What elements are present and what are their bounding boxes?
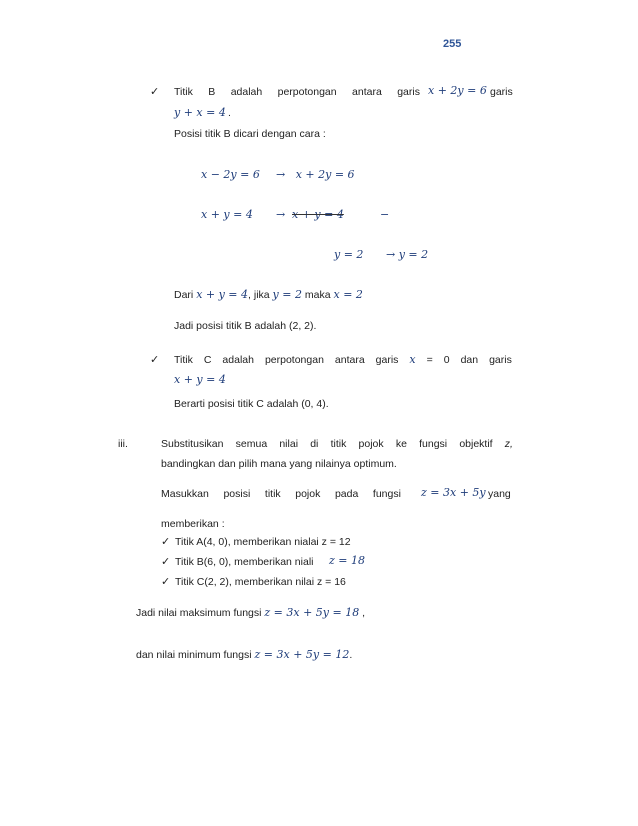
iii-word: ke [395, 438, 407, 450]
iii-item-b: Titik B(6, 0), memberikan niali [175, 556, 314, 568]
c-word: 0 [443, 354, 450, 366]
iii-word: titik [330, 438, 347, 450]
b-row2-arrow: → [276, 208, 286, 221]
b-word: perpotongan [277, 86, 337, 98]
min-eq: z = 3x + 5y = 12 [254, 648, 350, 661]
iii-objective-function: z = 3x + 5y [421, 486, 486, 499]
min-line [136, 648, 352, 662]
iii-item-b-eq: z = 18 [329, 554, 366, 567]
b-minus-sign: − [380, 208, 390, 221]
iii-item-a: Titik A(4, 0), memberikan nialai z = 12 [175, 536, 351, 548]
iii-line2: bandingkan dan pilih mana yang nilainya optimum. [161, 458, 397, 470]
iii-word: titik [264, 488, 281, 500]
iii-word: di [310, 438, 319, 450]
check-icon: ✓ [150, 353, 160, 366]
b-dari: Dari [174, 289, 194, 301]
iii-word: Masukkan [161, 488, 209, 500]
iii-line1 [161, 437, 513, 451]
b-word: antara [352, 86, 382, 98]
c-word: antara [334, 354, 365, 366]
check-icon: ✓ [161, 575, 171, 588]
iii-memberikan: memberikan : [161, 518, 225, 530]
c-conclusion: Berarti posisi titik C adalah (0, 4). [174, 398, 329, 410]
b-row1-right: → x + 2y = 6 [276, 168, 355, 181]
b-jika: , jika [248, 289, 270, 301]
b-word: garis [397, 86, 420, 98]
b-equation-1: x + 2y = 6 [428, 84, 487, 97]
b-row1-left: x − 2y = 6 [201, 168, 260, 181]
b-row3-result: → y = 2 [386, 248, 429, 261]
c-equation: x + y = 4 [174, 373, 226, 386]
max-text: Jadi nilai maksimum fungsi [136, 607, 262, 619]
max-line [136, 606, 365, 620]
min-text: dan nilai minimum fungsi [136, 649, 252, 661]
b-word: Titik [174, 86, 193, 98]
iii-word: posisi [223, 488, 251, 500]
iii-word: pada [334, 488, 359, 500]
iii-masukkan-line [161, 487, 401, 501]
iii-word: objektif [459, 438, 493, 450]
page-number: 255 [443, 38, 462, 50]
b-heading-words [174, 85, 420, 99]
c-word: garis [489, 354, 512, 366]
b-conclusion: Jadi posisi titik B adalah (2, 2). [174, 320, 317, 332]
iii-word: nilai [279, 438, 299, 450]
max-end: , [362, 607, 366, 619]
c-word: garis [375, 354, 399, 366]
c-heading-words [174, 353, 512, 367]
c-word: Titik [174, 354, 193, 366]
c-word: x [409, 353, 416, 366]
iii-word: z, [504, 438, 513, 450]
check-icon: ✓ [161, 535, 171, 548]
b-maka: maka [304, 289, 331, 301]
c-word: adalah [222, 354, 254, 366]
b-maka-eq: x = 2 [333, 288, 363, 301]
iii-word: fungsi [372, 488, 401, 500]
check-icon: ✓ [161, 555, 171, 568]
iii-word: pojok [295, 488, 321, 500]
max-eq: z = 3x + 5y = 18 [264, 606, 360, 619]
iii-word: pojok [358, 438, 384, 450]
b-row2-left: x + y = 4 [201, 208, 253, 221]
b-word-garis: garis [490, 86, 513, 98]
b-jika-eq: y = 2 [272, 288, 302, 301]
b-word: adalah [230, 86, 263, 98]
c-word: C [203, 354, 212, 366]
iii-label: iii. [118, 438, 128, 450]
min-end: . [349, 649, 353, 661]
c-word: dan [460, 354, 479, 366]
b-equation-2: y + x = 4 [174, 106, 226, 119]
b-dari-line [174, 288, 363, 302]
c-word: = [426, 354, 433, 366]
b-dari-eq: x + y = 4 [196, 288, 249, 301]
iii-word: fungsi [419, 438, 448, 450]
b-word: B [208, 86, 216, 98]
c-word: perpotongan [264, 354, 324, 366]
b-row2-right: x + y = 4 [292, 208, 344, 221]
b-row3: y = 2 [334, 248, 364, 261]
b-intro: Posisi titik B dicari dengan cara : [174, 128, 326, 140]
check-icon: ✓ [150, 85, 160, 98]
b-dot: . [228, 107, 231, 119]
iii-yang: yang [488, 488, 511, 500]
iii-word: Substitusikan [161, 438, 224, 450]
iii-item-c: Titik C(2, 2), memberikan nilai z = 16 [175, 576, 346, 588]
iii-word: semua [235, 438, 268, 450]
